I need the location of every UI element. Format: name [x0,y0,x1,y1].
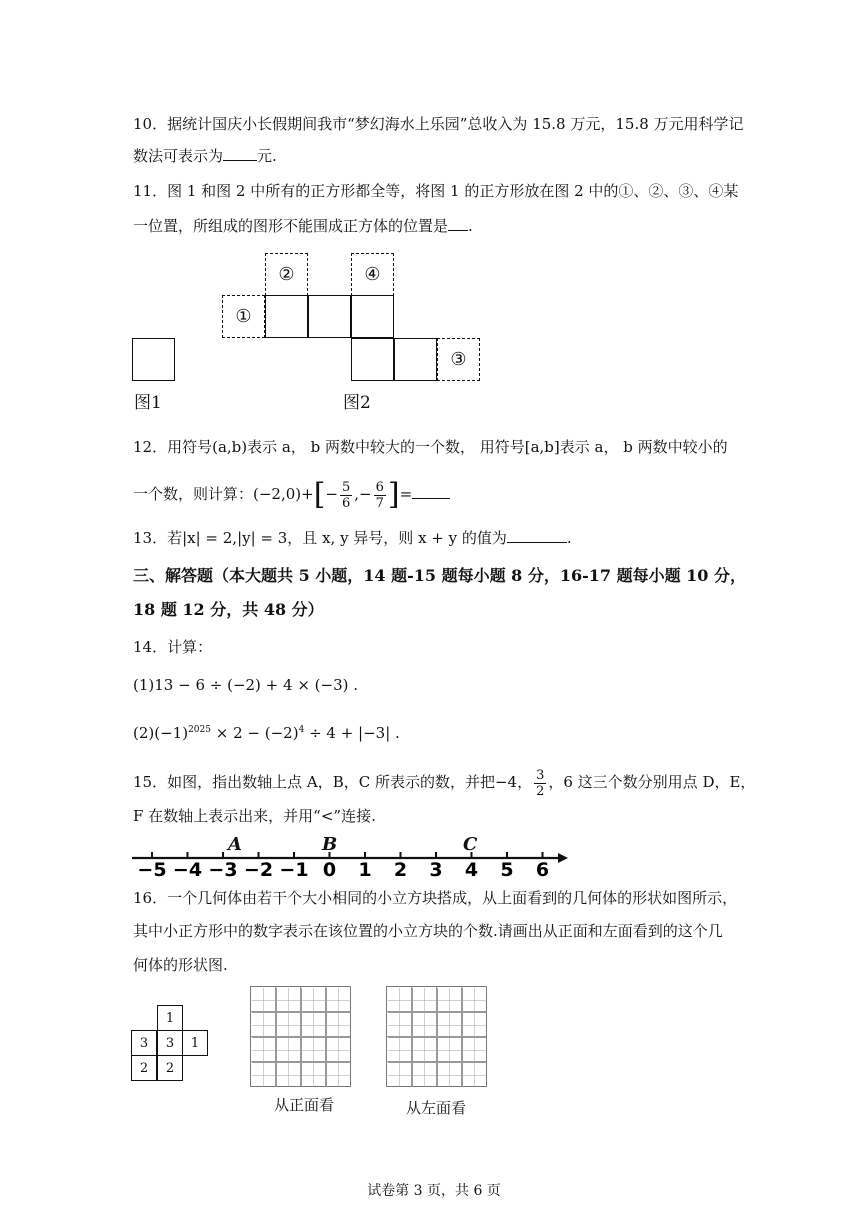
q16-line2: 其中小正方形中的数字表示在该位置的小立方块的个数.请画出从正面和左面看到的这个几 [133,922,723,940]
q10-line1: 10．据统计国庆小长假期间我市“梦幻海水上乐园”总收入为 15.8 万元，15.8 万元用科学记 [133,115,744,133]
tick-label: −3 [208,859,238,881]
position-3-dashed-square: ③ [437,338,480,381]
top-view-cell: 3 [131,1030,157,1056]
bracket-close: ] [387,477,400,512]
q15-line2: F 在数轴上表示出来，并用“<”连接. [133,807,376,825]
tick-label: −5 [137,859,167,881]
top-view-cell: 3 [157,1030,183,1056]
q14-part1: (1)13 − 6 ÷ (−2) + 4 × (−3) . [133,676,359,694]
minus-sign: − [325,485,338,503]
point-b-label: B [322,834,338,855]
answer-blank [507,528,567,543]
fraction-3-2 [534,768,546,799]
q15-line1 [133,764,755,800]
q14-part2-b: × 2 − (−2) [210,724,299,742]
numerator: 5 [342,479,351,495]
point-a-label: A [228,834,242,855]
q13-text: 13．若|x| = 2,|y| = 3，且 x, y 异号，则 x + y 的值为 [133,529,507,547]
net-square [308,295,351,338]
exponent: 4 [298,725,305,735]
q10-line2 [133,146,277,166]
q12-line1: 12．用符号(a,b)表示 a， b 两数中较大的一个数， 用符号[a,b]表示 a， b 两数中较小的 [133,438,728,456]
q12-line2 [133,476,450,513]
q13-end: . [566,529,572,547]
exponent: 2025 [188,725,211,735]
net-square [351,338,394,381]
answer-blank [448,216,468,231]
comma-minus: ,− [354,485,372,503]
equals-sign: = [399,485,413,503]
bracket-open: [ [313,477,326,512]
top-view-cell: 1 [182,1030,208,1056]
q10-line2-end: 元. [257,147,277,165]
tick-label: 1 [358,859,372,881]
denominator: 2 [536,783,545,799]
tick-label: 4 [464,859,479,881]
tick-label: 0 [322,859,337,881]
top-view-cell: 2 [157,1055,183,1081]
front-view-label: 从正面看 [274,1096,335,1114]
tick-label: −4 [172,859,203,881]
denominator: 7 [375,495,384,511]
top-view-cell: 2 [131,1055,157,1081]
q14-part2-a: (2)(−1) [133,724,189,742]
numerator: 3 [536,767,545,783]
tick-label: 5 [500,859,514,881]
q14-title: 14．计算： [133,638,213,656]
position-4-dashed-square: ④ [351,253,394,296]
denominator: 6 [342,495,351,511]
fraction-5-6 [340,480,352,511]
net-square [394,338,437,381]
q11-line2-text: 一位置，所组成的图形不能围成正方体的位置是 [133,217,449,235]
net-square [351,295,394,338]
q14-part2-c: ÷ 4 + |−3| . [304,724,400,742]
position-1-dashed-square: ① [222,295,265,338]
front-view-drawing-grid[interactable] [250,986,351,1087]
left-view-label: 从左面看 [406,1099,467,1117]
numerator: 6 [375,479,384,495]
tick-label: 2 [393,859,408,881]
q12-line2-text: 一个数，则计算：(−2,0)+ [133,485,314,503]
q16-line3: 何体的形状图. [133,956,228,974]
q11-line2 [133,216,473,236]
q15-line1-b: ，6 这三个数分别用点 D，E， [548,773,756,791]
number-line [130,832,570,882]
top-view-cell: 1 [157,1005,183,1031]
tick-label: −1 [279,859,309,881]
q14-part2 [133,720,400,743]
answer-blank [223,146,257,161]
position-2-dashed-square: ② [265,253,308,296]
q15-line1-a: 15．如图，指出数轴上点 A，B，C 所表示的数，并把−4， [133,773,533,791]
page-footer: 试卷第 3 页，共 6 页 [367,1183,501,1199]
point-c-label: C [463,834,478,855]
tick-label: 6 [535,859,550,881]
answer-blank [412,484,450,499]
q11-line1: 11．图 1 和图 2 中所有的正方形都全等，将图 1 的正方形放在图 2 中的①、②、③、④某 [133,182,739,200]
tick-label: 3 [429,859,443,881]
q13-line [133,528,572,548]
q11-line2-end: . [468,217,473,235]
net-square [265,295,308,338]
fraction-6-7 [374,480,386,511]
tick-label: −2 [243,859,274,881]
q10-line2-text: 数法可表示为 [133,147,224,165]
figure1-square [132,338,175,381]
q16-line1: 16．一个几何体由若干个大小相同的小立方块搭成，从上面看到的几何体的形状如图所示， [133,889,738,907]
section3-heading-line2: 18 题 12 分，共 48 分） [133,600,324,619]
left-view-drawing-grid[interactable] [386,986,487,1087]
figure2-label: 图2 [343,393,371,413]
figure1-label: 图1 [134,393,162,413]
section3-heading-line1: 三、解答题（本大题共 5 小题，14 题-15 题每小题 8 分，16-17 题每小题 10 分， [133,566,747,585]
